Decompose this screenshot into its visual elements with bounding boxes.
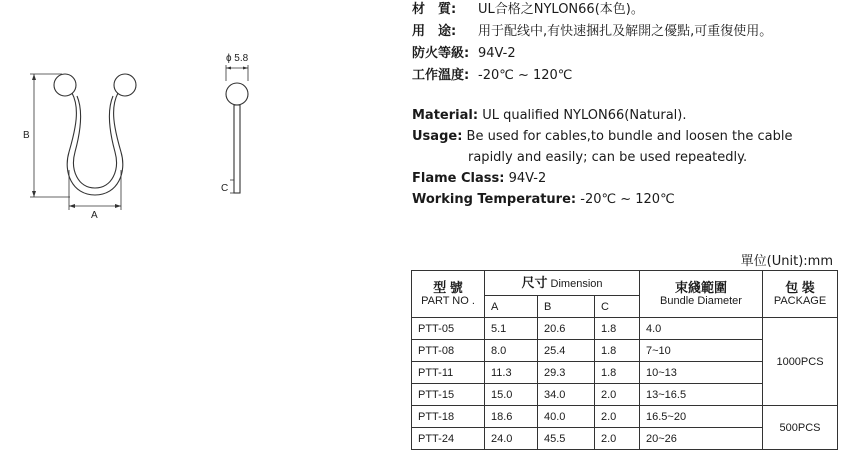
dimension-a-label: A [91,210,98,220]
header-package: 包 裝 PACKAGE [763,271,838,318]
header-b: B [538,296,595,318]
diameter-label: ɸ 5.8 [226,53,249,64]
spec-en-material: Material: UL qualified NYLON66(Natural). [412,108,687,123]
header-part-no: 型 號 PART NO . [412,271,485,318]
spec-en-usage-continued: rapidly and easily; can be used repeatedly. [468,150,748,165]
spec-zh-flame: 防火等級: 94V-2 [412,46,516,61]
dimension-table [411,270,838,450]
header-a: A [485,296,538,318]
package-cell-500: 500PCS [763,406,838,450]
spec-en-usage: Usage: Be used for cables,to bundle and loosen the cable [412,129,793,144]
spec-zh-temp: 工作溫度: -20℃ ~ 120℃ [412,68,573,83]
spec-en-flame: Flame Class: 94V-2 [412,171,547,186]
package-cell-1000: 1000PCS [763,318,838,406]
spec-zh-usage: 用 途: 用于配线中,有快速捆扎及解開之優點,可重復使用。 [412,24,773,39]
table-row: PTT-15 15.0 34.0 2.0 13~16.5 [412,384,838,406]
header-c: C [595,296,640,318]
table-row: PTT-11 11.3 29.3 1.8 10~13 [412,362,838,384]
table-row: PTT-08 8.0 25.4 1.8 7~10 [412,340,838,362]
dimension-c-label: C [221,183,229,194]
spec-zh-material: 材 質: UL合格之NYLON66(本色)。 [412,2,644,17]
front-view-drawing [20,60,160,220]
spec-en-temp: Working Temperature: -20℃ ~ 120℃ [412,192,675,207]
spec-english [412,106,792,211]
side-view-drawing [210,48,270,198]
header-dimension: 尺寸 Dimension [485,271,640,296]
spec-chinese [412,0,772,88]
dimension-b-label: B [23,130,30,141]
table-row: PTT-24 24.0 45.5 2.0 20~26 [412,428,838,450]
header-bundle-diameter: 束綫範圍 Bundle Diameter [640,271,763,318]
unit-label: 單位(Unit):mm [740,254,833,269]
table-row: PTT-05 5.1 20.6 1.8 4.0 1000PCS [412,318,838,340]
table-row: PTT-18 18.6 40.0 2.0 16.5~20 500PCS [412,406,838,428]
